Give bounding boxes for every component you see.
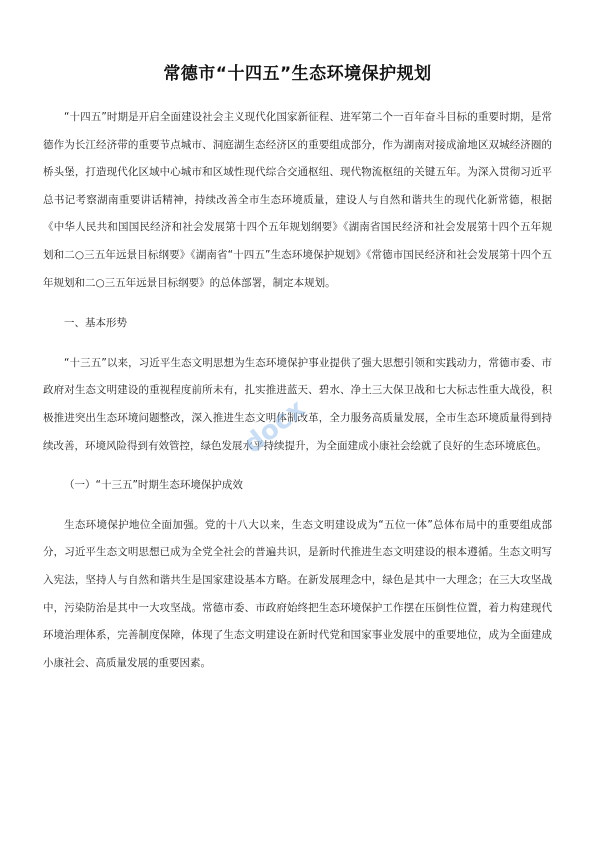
subsection-paragraph: 生态环境保护地位全面加强。党的十八大以来，生态文明建设成为“五位一体”总体布局中的重要组成部分，习近平生态文明思想已成为全党全社会的普遍共识，是新时代推进生态文明建设的根本遵循。生态文明写入宪法，坚持人与自然和谐共生是国家建设基本方略。在新发展理念中，绿色是其中一大理念；在三大攻坚战中，污染防治是其中一大攻坚战。常德市委、市政府始终把生态环境保护工作摆在压倒性位置，着力构建现代环境治理体系，完善制度保障，体现了生态文明建设在新时代党和国家事业发展中的重要地位，成为全面建成小康社会、高质量发展的重要因素。 bbox=[43, 518, 552, 669]
watermark-logo: docx bbox=[238, 393, 311, 460]
subsection-heading: （一）“十三五”时期生态环境保护成效 bbox=[64, 479, 243, 492]
section-paragraph: “十三五”以来，习近平生态文明思想为生态环境保护事业提供了强大思想引领和实践动力，常德市委、市政府对生态文明建设的重视程度前所未有，扎实推进蓝天、碧水、净土三大保卫战和七大标志性重大战役，积极推进突出生态环境问题整改，深入推进生态文明体制改革，全力服务高质量发展，全市生态环境质量得到持续改善，环境风险得到有效管控，绿色发展水平持续提升，为全面建成小康社会绘就了良好的生态环境底色。 bbox=[43, 356, 552, 452]
section-heading-basic-situation: 一、基本形势 bbox=[64, 317, 127, 330]
intro-paragraph: “十四五”时期是开启全面建设社会主义现代化国家新征程、进军第二个一百年奋斗目标的重要时期，是常德作为长江经济带的重要节点城市、洞庭湖生态经济区的重要组成部分，作为湖南对接成渝地区双城经济圈的桥头堡，打造现代化区域中心城市和区域性现代综合交通枢纽、现代物流枢纽的关键五年。为深入贯彻习近平总书记考察湖南重要讲话精神，持续改善全市生态环境质量，建设人与自然和谐共生的现代化新常德，根据《中华人民共和国国民经济和社会发展第十四个五年规划纲要》《湖南省国民经济和社会发展第十四个五年规划和二○三五年远景目标纲要》《湖南省“十四五”生态环境保护规划》《常德市国民经济和社会发展第十四个五年规划和二○三五年远景目标纲要》的总体部署，制定本规划。 bbox=[43, 111, 552, 289]
document-title: 常德市“十四五”生态环境保护规划 bbox=[163, 64, 432, 84]
